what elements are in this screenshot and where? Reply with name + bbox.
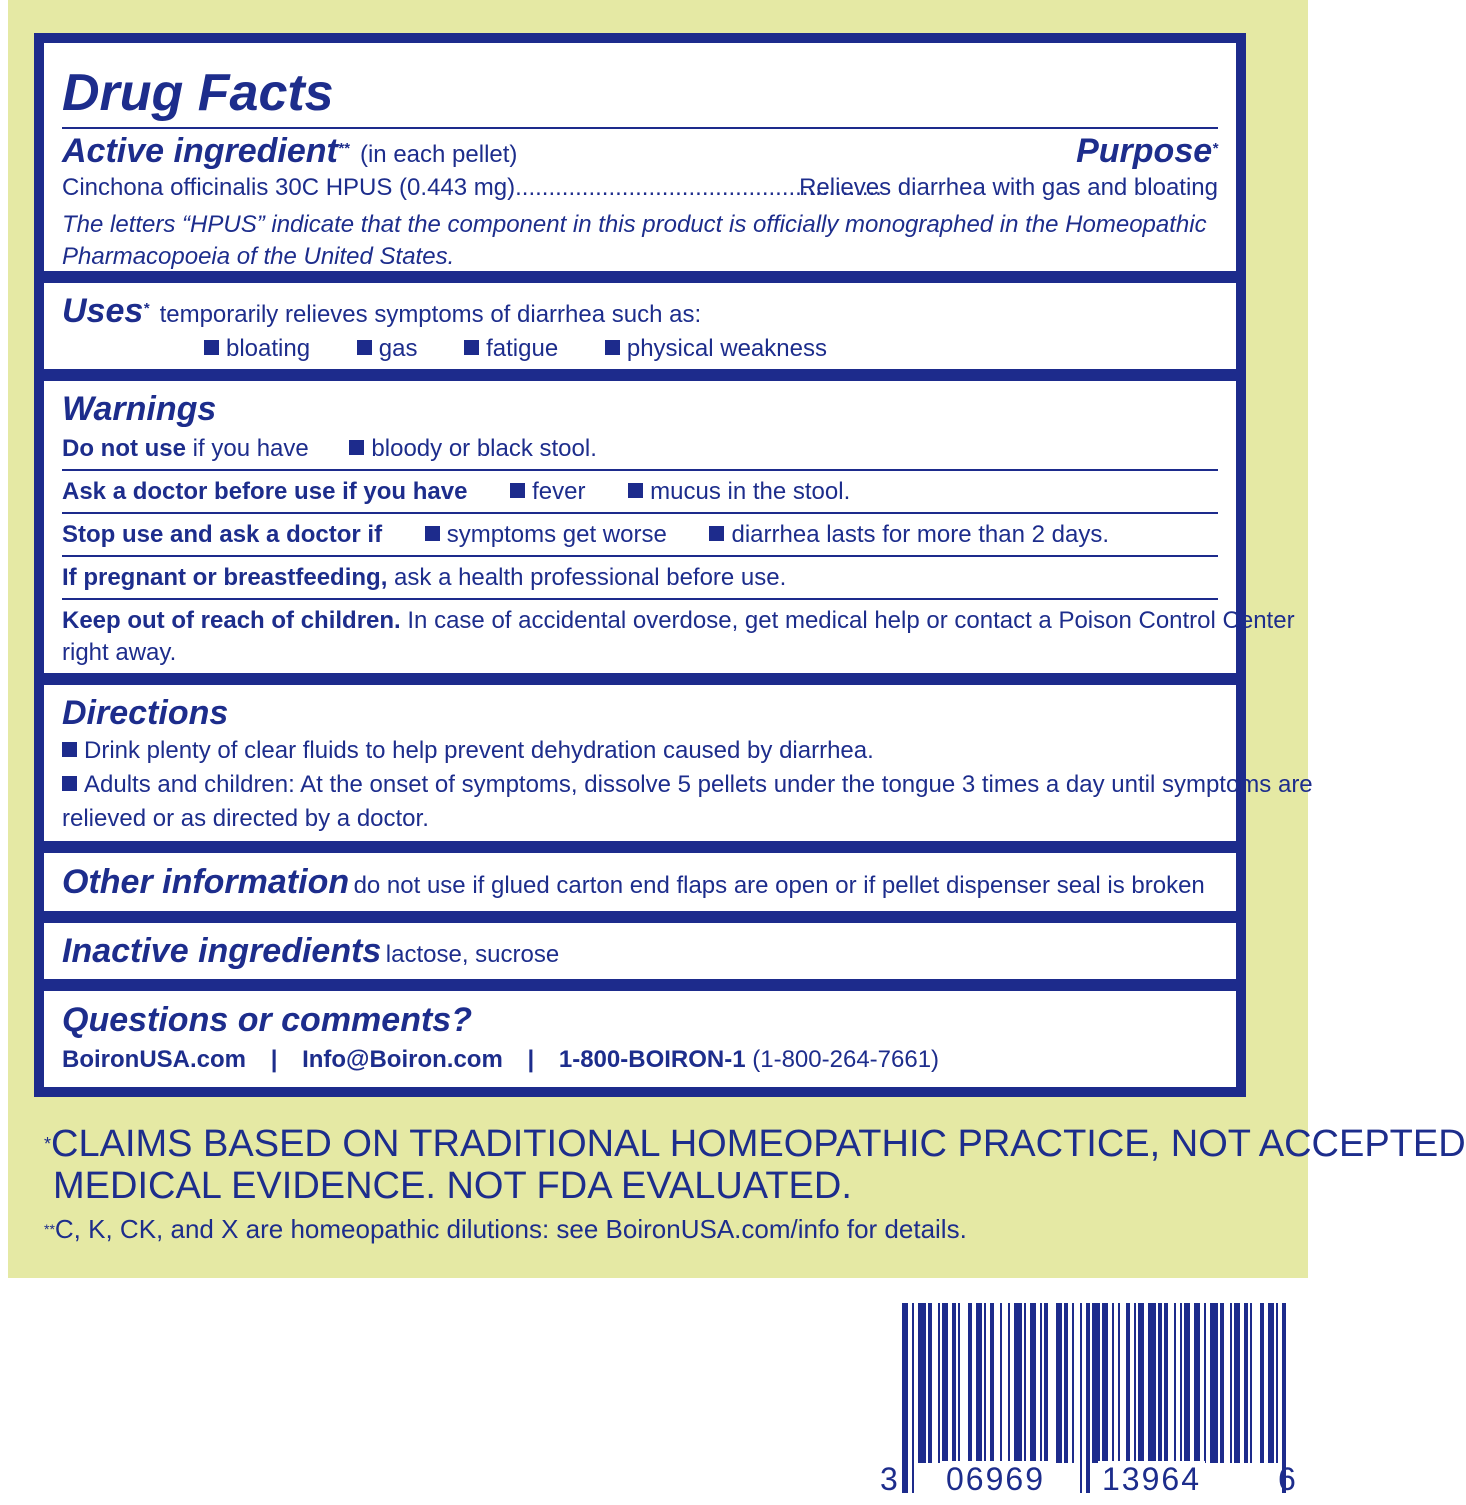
barcode-bar (1126, 1303, 1130, 1463)
email-text: Info@Boiron.com (302, 1046, 503, 1073)
barcode-bar (1148, 1303, 1156, 1463)
barcode-bar (1194, 1303, 1200, 1463)
inactive-ingredients-text: lactose, sucrose (385, 941, 560, 968)
barcode-digits-left: 06969 (942, 1461, 1049, 1497)
website-text: BoironUSA.com (62, 1046, 247, 1073)
uses-item: physical weakness (626, 335, 827, 362)
do-not-use-text: if you have (192, 435, 309, 462)
directions-item-1 (62, 735, 1218, 767)
children-row (62, 605, 1295, 637)
barcode-bar (1134, 1303, 1136, 1463)
barcode-bar (976, 1303, 982, 1463)
uses-heading: Uses (62, 292, 144, 330)
claims-mark: * (44, 1134, 52, 1154)
barcode-bar (928, 1303, 932, 1463)
barcode-bar (1086, 1303, 1090, 1493)
barcode-bar (1184, 1303, 1190, 1463)
barcode-bar (1138, 1303, 1144, 1463)
pregnant-text: ask a health professional before use. (394, 564, 787, 591)
barcode-bar (1092, 1303, 1100, 1463)
bullet-square-icon (62, 742, 77, 757)
barcode-bar (1080, 1303, 1082, 1493)
separator: | (527, 1046, 535, 1073)
ask-doctor-row (62, 476, 1218, 508)
barcode-bar (1024, 1303, 1026, 1463)
drug-facts-panel (34, 33, 1313, 1097)
stop-use-label: Stop use and ask a doctor if (62, 521, 383, 548)
drug-facts-title: Drug Facts (62, 64, 334, 122)
directions-item-2 (62, 769, 1313, 801)
barcode-bar (1244, 1303, 1248, 1463)
barcode-bar (1268, 1303, 1274, 1463)
bullet-square-icon (62, 776, 77, 791)
barcode-digit-first: 3 (880, 1461, 898, 1497)
stop-use-item: diarrhea lasts for more than 2 days. (731, 521, 1110, 548)
uses-item: gas (378, 335, 418, 362)
separator: | (270, 1046, 278, 1073)
bullet-square-icon (628, 483, 643, 498)
other-information-heading: Other information (62, 863, 350, 901)
barcode-bar (1260, 1303, 1264, 1463)
barcode-bar (958, 1303, 960, 1463)
dilution-mark: ** (44, 1221, 55, 1237)
ask-doctor-label: Ask a doctor before use if you have (62, 478, 468, 505)
directions-heading: Directions (62, 694, 229, 732)
barcode-bar (1014, 1303, 1022, 1463)
barcode-bar (1072, 1303, 1074, 1463)
purpose-mark: * (1212, 140, 1218, 157)
bullet-square-icon (464, 340, 479, 355)
hpus-note-line1: The letters “HPUS” indicate that the component in this product is officially monographed in the Homeopathic (62, 211, 1207, 238)
do-not-use-row (62, 433, 1218, 465)
contact-row (62, 1043, 1218, 1077)
phone-text: 1-800-BOIRON-1 (558, 1046, 746, 1073)
uses-heading-row (62, 291, 1218, 338)
do-not-use-item: bloody or black stool. (371, 435, 597, 462)
inactive-ingredients-heading: Inactive ingredients (62, 932, 382, 970)
barcode-bar (912, 1303, 914, 1493)
other-information-row (62, 861, 1218, 910)
barcode-bar (1056, 1303, 1062, 1463)
warnings-rule (62, 469, 1218, 471)
barcode-bar (1112, 1303, 1114, 1463)
uses-mark: * (143, 300, 150, 317)
uses-text: temporarily relieves symptoms of diarrhea such as: (159, 301, 702, 328)
title-rule (62, 127, 1218, 129)
barcode-bar (990, 1303, 994, 1463)
active-ingredient-section (44, 43, 1236, 271)
barcode-bar (1044, 1303, 1048, 1463)
barcode-digit-last: 6 (1278, 1461, 1296, 1497)
ask-doctor-item: mucus in the stool. (650, 478, 851, 505)
directions-text-1: Drink plenty of clear fluids to help prevent dehydration caused by diarrhea. (84, 737, 874, 764)
directions-text-2: Adults and children: At the onset of symptoms, dissolve 5 pellets under the tongue 3 times a day until symptoms are (84, 771, 1313, 798)
barcode-bar (938, 1303, 940, 1463)
stop-use-item: symptoms get worse (446, 521, 667, 548)
dilution-text: C, K, CK, and X are homeopathic dilutions: see BoironUSA.com/info for details. (54, 1214, 967, 1244)
barcode-bar (1204, 1303, 1206, 1463)
bullet-square-icon (204, 340, 219, 355)
barcode-bar (1000, 1303, 1002, 1463)
ingredient-name: Cinchona officinalis 30C HPUS (0.443 mg) (62, 174, 516, 201)
claims-line-1 (44, 1124, 1466, 1164)
other-information-text: do not use if glued carton end flaps are open or if pellet dispenser seal is broken (353, 872, 1205, 899)
bullet-square-icon (709, 526, 724, 541)
bullet-square-icon (425, 526, 440, 541)
inactive-ingredients-row (62, 930, 1218, 979)
ingredient-row (62, 173, 1218, 203)
directions-text-2-cont: relieved or as directed by a doctor. (62, 805, 429, 832)
barcode-digits-right: 13964 (1098, 1461, 1205, 1497)
warnings-rule (62, 512, 1218, 514)
barcode-bar (1030, 1303, 1036, 1463)
barcode-bar (1158, 1303, 1162, 1463)
other-information-section (44, 853, 1236, 911)
phone-numeric-text: (1-800-264-7661) (752, 1046, 940, 1073)
pregnant-label: If pregnant or breastfeeding, (62, 564, 388, 591)
barcode-bar (1210, 1303, 1218, 1463)
children-text-cont: right away. (62, 639, 177, 666)
barcode-bar (1250, 1303, 1252, 1463)
barcode-bar (902, 1303, 908, 1493)
children-text: In case of accidental overdose, get medical help or contact a Poison Control Center (407, 607, 1295, 634)
barcode-bar (1040, 1303, 1042, 1463)
barcode-bar (1174, 1303, 1176, 1463)
children-label: Keep out of reach of children. (62, 607, 401, 634)
barcode-bar (984, 1303, 986, 1463)
barcode-bar (1220, 1303, 1224, 1463)
barcode-bar (968, 1303, 972, 1463)
active-ingredient-heading: Active ingredient (62, 132, 338, 170)
stop-use-row (62, 519, 1218, 551)
inactive-ingredients-section (44, 923, 1236, 979)
claims-text-1: CLAIMS BASED ON TRADITIONAL HOMEOPATHIC PRACTICE, NOT ACCEPTED (51, 1123, 1466, 1165)
hpus-note-line2: Pharmacopoeia of the United States. (62, 243, 455, 270)
ask-doctor-item: fever (532, 478, 586, 505)
directions-section (44, 685, 1313, 841)
barcode-bar (1276, 1303, 1278, 1463)
barcode-bar (918, 1303, 926, 1463)
questions-section (44, 991, 1236, 1087)
warnings-heading: Warnings (62, 390, 217, 428)
barcode-bar (1234, 1303, 1240, 1463)
warnings-rule (62, 555, 1218, 557)
barcode-bar (1164, 1303, 1168, 1463)
questions-heading: Questions or comments? (62, 1001, 472, 1039)
active-heading-mark: ** (337, 140, 350, 157)
bullet-square-icon (357, 340, 372, 355)
uses-item: fatigue (486, 335, 559, 362)
barcode (880, 1303, 1300, 1500)
ingredient-dots: ....................................................... (515, 174, 882, 201)
warnings-section (44, 381, 1295, 673)
barcode-bar (1102, 1303, 1108, 1463)
bullet-square-icon (349, 440, 364, 455)
purpose-heading: Purpose (1076, 132, 1213, 170)
barcode-bar (1008, 1303, 1010, 1463)
bullet-square-icon (510, 483, 525, 498)
barcode-bar (1180, 1303, 1182, 1463)
barcode-bar (1064, 1303, 1068, 1463)
active-heading-row (62, 131, 1218, 178)
warnings-rule (62, 598, 1218, 600)
barcode-bar (952, 1303, 956, 1463)
pregnant-row (62, 562, 1218, 594)
barcode-bar (1118, 1303, 1120, 1463)
claims-line-2: MEDICAL EVIDENCE. NOT FDA EVALUATED. (53, 1165, 852, 1207)
ingredient-purpose: Relieves diarrhea with gas and bloating (799, 174, 1218, 201)
do-not-use-label: Do not use (62, 435, 186, 462)
dilution-note (44, 1212, 967, 1246)
uses-list (204, 333, 1218, 365)
barcode-bar (1230, 1303, 1232, 1463)
uses-item: bloating (226, 335, 311, 362)
active-qualifier: (in each pellet) (359, 141, 518, 168)
barcode-bar (942, 1303, 948, 1463)
bullet-square-icon (605, 340, 620, 355)
uses-section (44, 283, 1236, 369)
